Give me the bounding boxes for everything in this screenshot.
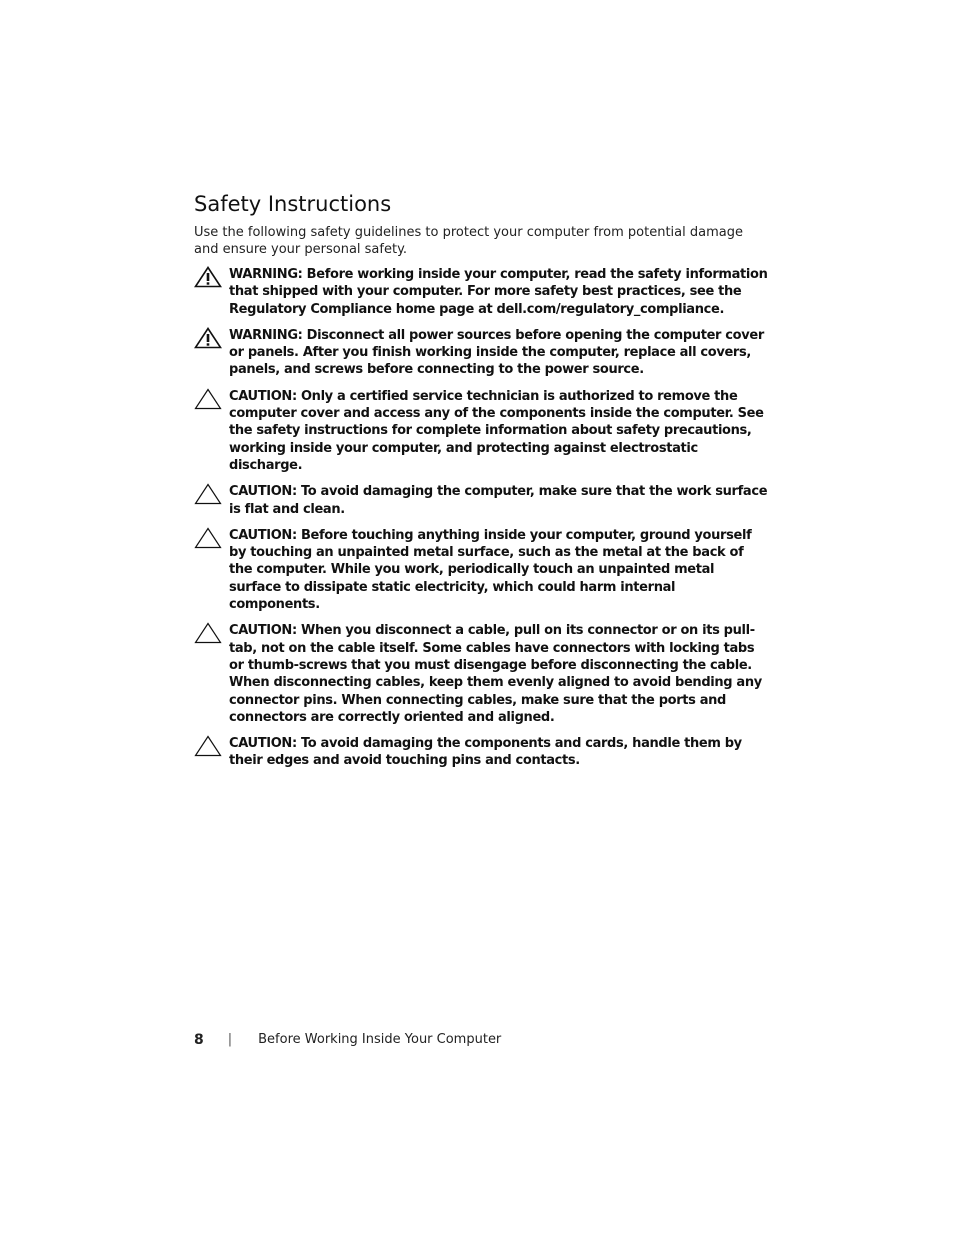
caution-note xyxy=(194,483,769,518)
caution-text: CAUTION: When you disconnect a cable, pull on its connector or on its pull-tab, not on the cable itself. Some cables have connectors with locking tabs or thumb-screws that you must disengage before disconnecting the cable. When disconnecting cables, keep them evenly aligned to avoid bending any connector pins. When connecting cables, make sure that the ports and connectors are correctly oriented and aligned. xyxy=(229,623,762,725)
warning-note xyxy=(194,266,769,318)
caution-icon xyxy=(194,622,229,646)
warning-text: WARNING: Before working inside your computer, read the safety information that shipped with your computer. For more safety best practices, see the Regulatory Compliance home page at dell.com/regulatory_compliance. xyxy=(229,267,768,317)
safety-notes-list xyxy=(194,266,769,779)
footer-separator: | xyxy=(227,1032,233,1047)
caution-text: CAUTION: To avoid damaging the computer, make sure that the work surface is flat and clean. xyxy=(229,484,768,517)
caution-text: CAUTION: To avoid damaging the components and cards, handle them by their edges and avoid touching pins and contacts. xyxy=(229,736,742,769)
caution-note xyxy=(194,735,769,770)
intro-paragraph: Use the following safety guidelines to protect your computer from potential damage and ensure your personal safety. xyxy=(194,225,743,257)
caution-icon xyxy=(194,388,229,412)
page-title: Safety Instructions xyxy=(194,192,392,216)
caution-note xyxy=(194,527,769,613)
caution-text: CAUTION: Only a certified service technician is authorized to remove the computer cover and access any of the components inside the computer. See the safety instructions for complete information about safety precautions, working inside your computer, and protecting against electrostatic discharge. xyxy=(229,388,764,473)
caution-icon xyxy=(194,735,229,759)
page-number: 8 xyxy=(194,1032,204,1048)
caution-note xyxy=(194,388,769,474)
caution-text: CAUTION: Before touching anything inside your computer, ground yourself by touching an unpainted metal surface, such as the metal at the back of the computer. While you work, periodically touch an unpainted metal surface to dissipate static electricity, which could harm internal components. xyxy=(229,527,752,613)
warning-icon xyxy=(194,266,229,290)
warning-note xyxy=(194,327,769,379)
warning-text: WARNING: Disconnect all power sources before opening the computer cover or panels. After you finish working inside the computer, replace all covers, panels, and screws before connecting to the power source. xyxy=(229,327,764,378)
page-footer xyxy=(194,1031,501,1049)
caution-note xyxy=(194,622,769,726)
caution-icon xyxy=(194,527,229,551)
warning-icon xyxy=(194,327,229,351)
chapter-title: Before Working Inside Your Computer xyxy=(258,1032,502,1047)
caution-icon xyxy=(194,483,229,507)
